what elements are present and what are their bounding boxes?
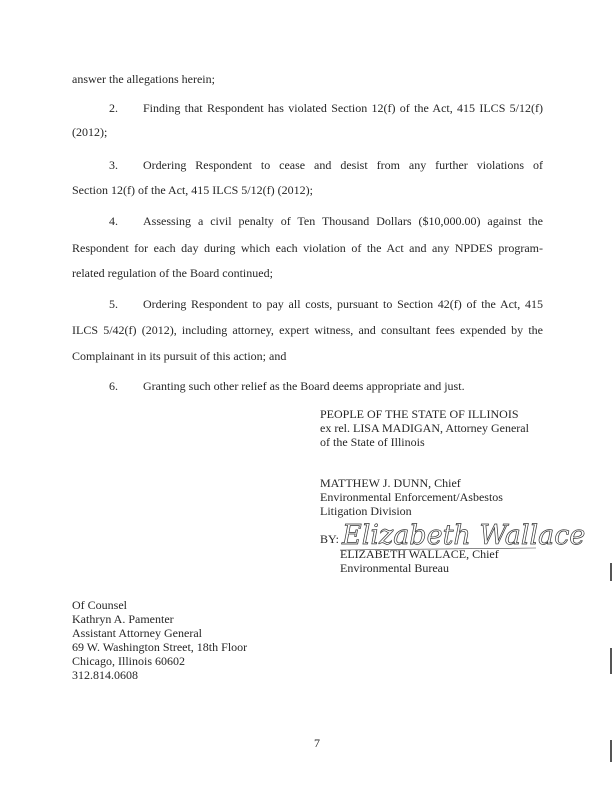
text-line: Ordering Respondent to cease and desist from any further violations of <box>143 158 543 172</box>
counsel-line: 312.814.0608 <box>72 668 138 682</box>
counsel-line: 69 W. Washington Street, 18th Floor <box>72 640 248 654</box>
text-line: Respondent for each day during which each violation of the Act and any NPDES program- <box>72 241 543 255</box>
item-number: 3. <box>109 158 118 172</box>
text-line: related regulation of the Board continued; <box>72 266 273 280</box>
svg-text:Elizabeth Wallace: Elizabeth Wallace <box>342 520 586 551</box>
signature-block-line: Litigation Division <box>320 504 412 518</box>
signature-block-line: PEOPLE OF THE STATE OF ILLINOIS <box>320 407 519 421</box>
scan-edge-mark <box>610 563 612 581</box>
item-number: 2. <box>109 101 118 115</box>
counsel-line: Of Counsel <box>72 598 127 612</box>
counsel-line: Chicago, Illinois 60602 <box>72 654 185 668</box>
text-line: (2012); <box>72 125 108 139</box>
text-line: Section 12(f) of the Act, 415 ILCS 5/12(f) (2012); <box>72 183 313 197</box>
text-line: Complainant in its pursuit of this action; and <box>72 349 287 363</box>
item-number: 5. <box>109 297 118 311</box>
signature-block-line: ex rel. LISA MADIGAN, Attorney General <box>320 421 529 435</box>
signature-block-line: MATTHEW J. DUNN, Chief <box>320 476 461 490</box>
item-number: 6. <box>109 379 118 393</box>
signer-unit: Environmental Bureau <box>340 561 449 575</box>
text-line: Finding that Respondent has violated Section 12(f) of the Act, 415 ILCS 5/12(f) <box>143 101 543 115</box>
text-line: Granting such other relief as the Board deems appropriate and just. <box>143 379 465 393</box>
scan-edge-mark <box>610 740 612 762</box>
signature-block-line: Environmental Enforcement/Asbestos <box>320 490 503 504</box>
text-line: Assessing a civil penalty of Ten Thousand Dollars ($10,000.00) against the <box>143 214 543 228</box>
text-line: ILCS 5/42(f) (2012), including attorney, expert witness, and consultant fees expended by the <box>72 323 543 337</box>
counsel-line: Assistant Attorney General <box>72 626 202 640</box>
text-line: Ordering Respondent to pay all costs, pursuant to Section 42(f) of the Act, 415 <box>143 297 543 311</box>
page-number: 7 <box>314 736 320 750</box>
text-line: answer the allegations herein; <box>72 72 215 86</box>
counsel-line: Kathryn A. Pamenter <box>72 612 174 626</box>
scan-edge-mark <box>610 648 612 674</box>
signature-block-line: of the State of Illinois <box>320 435 425 449</box>
by-label: BY: <box>320 532 339 546</box>
item-number: 4. <box>109 214 118 228</box>
signer-name: ELIZABETH WALLACE, Chief <box>340 547 499 561</box>
